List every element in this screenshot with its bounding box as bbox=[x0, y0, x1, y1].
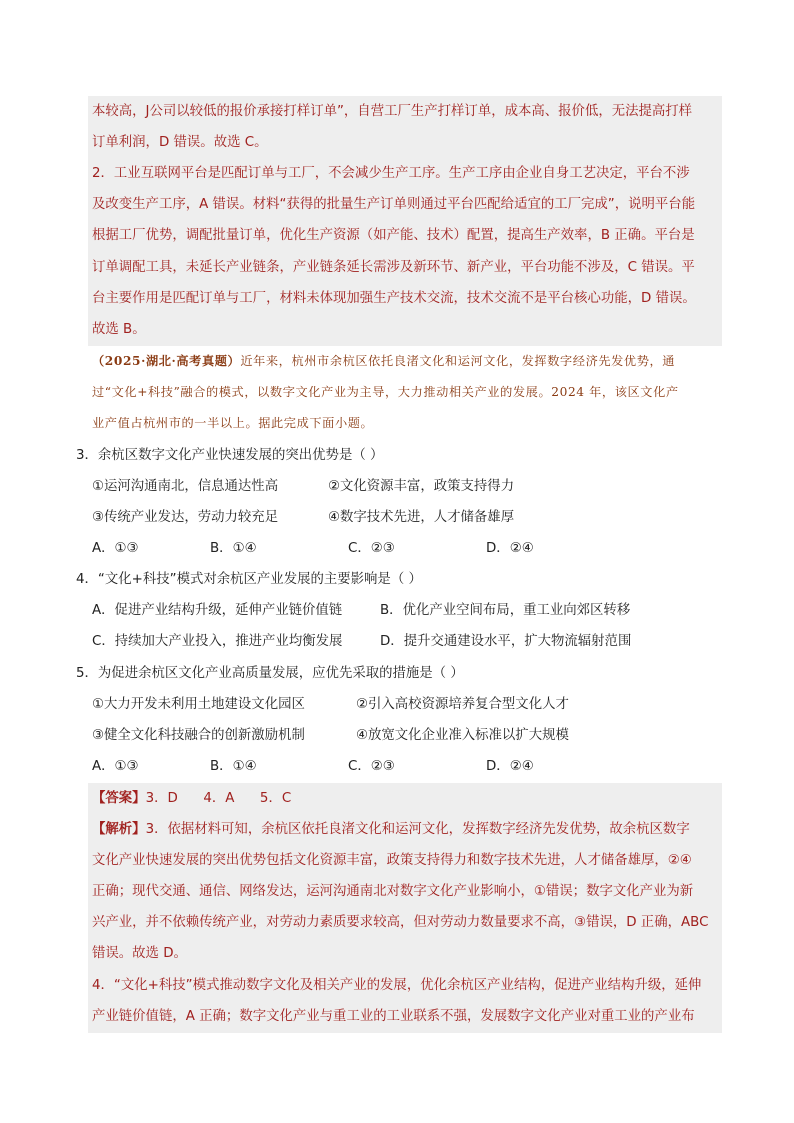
choice-c: C．②③ bbox=[348, 541, 395, 556]
statement: ②引入高校资源培养复合型文化人才 bbox=[356, 697, 569, 712]
question-stem: 4．“文化+科技”模式对余杭区产业发展的主要影响是（ ） bbox=[76, 572, 422, 587]
choice-a: A．①③ bbox=[92, 541, 139, 556]
explanation-line: 根据工厂优势，调配批量订单，优化生产资源（如产能、技术）配置，提高生产效率，B 正确。平台是 bbox=[92, 228, 695, 243]
question-stem: 5．为促进余杭区文化产业高质量发展，应优先采取的措施是（ ） bbox=[76, 666, 464, 681]
material-first-line bbox=[92, 351, 722, 371]
choice-b: B．优化产业空间布局，重工业向郊区转移 bbox=[380, 603, 631, 618]
explanation-line: 故选 B。 bbox=[92, 322, 146, 337]
analysis-line: 4．“文化+科技”模式推动数字文化及相关产业的发展，优化余杭区产业结构，促进产业结构升级，延伸 bbox=[92, 978, 702, 993]
analysis-line: 兴产业，并不依赖传统产业，对劳动力素质要求较高，但对劳动力数量要求不高，③错误，D 正确，ABC bbox=[92, 915, 709, 930]
statement: ③传统产业发达，劳动力较充足 bbox=[92, 510, 279, 525]
choice-a: A．促进产业结构升级，延伸产业链价值链 bbox=[92, 603, 343, 618]
answer-text: 3．D 4．A 5．C bbox=[145, 791, 292, 806]
explanation-line: 2．工业互联网平台是匹配订单与工厂，不会减少生产工序。生产工序由企业自身工艺决定，平台不涉 bbox=[92, 166, 690, 181]
analysis-line: 产业链价值链，A 正确；数字文化产业与重工业的工业联系不强，发展数字文化产业对重工业的产业布 bbox=[92, 1009, 695, 1024]
statement: ①大力开发未利用土地建设文化园区 bbox=[92, 697, 305, 712]
explanation-line: 及改变生产工序，A 错误。材料“获得的批量生产订单则通过平台匹配给适宜的工厂完成”，说明平台能 bbox=[92, 197, 696, 212]
explanation-line: 台主要作用是匹配订单与工厂，材料未体现加强生产技术交流，技术交流不是平台核心功能，D 错误。 bbox=[92, 291, 696, 306]
material-line: 过“文化+科技”融合的模式，以数字文化产业为主导，大力推动相关产业的发展。2024 年，该区文化产 bbox=[92, 385, 679, 399]
answer-line bbox=[92, 789, 722, 809]
analysis-line: 文化产业快速发展的突出优势包括文化资源丰富，政策支持得力和数字技术先进，人才储备雄厚，②④ bbox=[92, 853, 692, 868]
statement: ④放宽文化企业准入标准以扩大规模 bbox=[356, 728, 569, 743]
question-stem: 3．余杭区数字文化产业快速发展的突出优势是（ ） bbox=[76, 448, 384, 463]
answer-tag: 【答案】 bbox=[92, 791, 146, 806]
material-line: 业产值占杭州市的一半以上。据此完成下面小题。 bbox=[92, 416, 374, 430]
analysis-tag: 【解析】 bbox=[92, 822, 146, 837]
choice-b: B．①④ bbox=[210, 541, 257, 556]
analysis-text: 3．依据材料可知，余杭区依托良渚文化和运河文化，发挥数字经济先发优势，故余杭区数字 bbox=[145, 822, 690, 837]
statement: ①运河沟通南北，信息通达性高 bbox=[92, 479, 279, 494]
choice-b: B．①④ bbox=[210, 759, 257, 774]
analysis-first-line bbox=[92, 820, 722, 840]
choice-d: D．②④ bbox=[486, 541, 534, 556]
statement: ④数字技术先进，人才储备雄厚 bbox=[328, 510, 515, 525]
explanation-line: 本较高，J公司以较低的报价承接打样订单”，自营工厂生产打样订单，成本高、报价低，无法提高打样 bbox=[92, 104, 693, 119]
choice-a: A．①③ bbox=[92, 759, 139, 774]
analysis-line: 正确；现代交通、通信、网络发达，运河沟通南北对数字文化产业影响小，①错误；数字文化产业为新 bbox=[92, 884, 694, 899]
statement: ③健全文化科技融合的创新激励机制 bbox=[92, 728, 305, 743]
explanation-line: 订单调配工具，未延长产业链条，产业链条延长需涉及新环节、新产业，平台功能不涉及，C 错误。平 bbox=[92, 260, 695, 275]
choice-c: C．持续加大产业投入，推进产业均衡发展 bbox=[92, 634, 343, 649]
explanation-line: 订单利润，D 错误。故选 C。 bbox=[92, 135, 268, 150]
choice-d: D．提升交通建设水平，扩大物流辐射范围 bbox=[380, 634, 632, 649]
choice-c: C．②③ bbox=[348, 759, 395, 774]
analysis-line: 错误。故选 D。 bbox=[92, 946, 187, 961]
material-text: 近年来，杭州市余杭区依托良渚文化和运河文化，发挥数字经济先发优势，通 bbox=[240, 354, 676, 368]
choice-d: D．②④ bbox=[486, 759, 534, 774]
statement: ②文化资源丰富，政策支持得力 bbox=[328, 479, 515, 494]
material-source-tag: （2025·湖北·高考真题） bbox=[92, 354, 241, 368]
